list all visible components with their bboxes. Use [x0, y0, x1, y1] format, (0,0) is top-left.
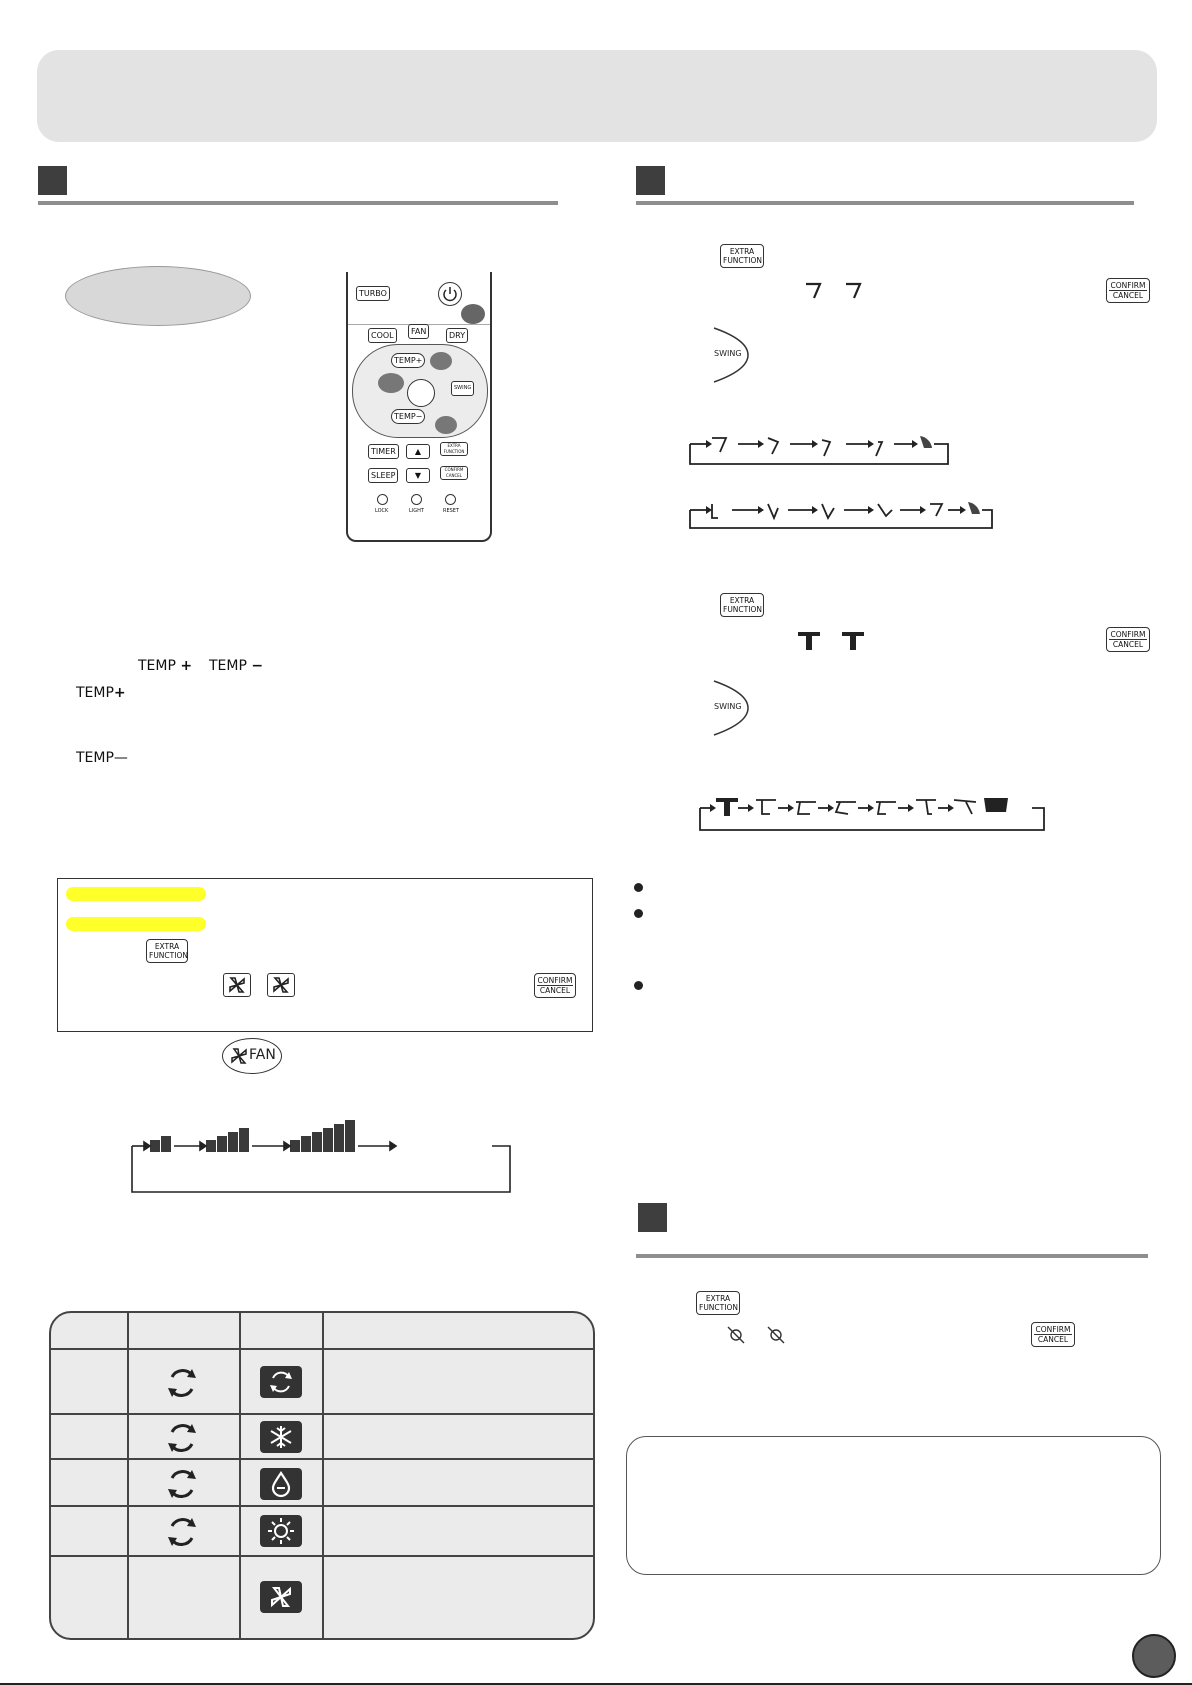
temp-plus-ref: TEMP + [138, 658, 193, 674]
cycle-arrows-icon [164, 1466, 200, 1502]
cycle-arrows-icon [164, 1420, 200, 1456]
fan-icon [223, 973, 251, 997]
vertical-swing-sequence-heat [686, 494, 996, 530]
lock-button[interactable] [377, 494, 388, 505]
note-box [626, 1436, 1161, 1575]
section-rule-right [636, 201, 1134, 205]
temp-plus-button[interactable]: TEMP+ [391, 353, 425, 368]
highlight-pill [66, 917, 206, 931]
swing-button[interactable]: SWING [451, 381, 474, 396]
extra-function-button-ref: EXTRA FUNCTION [720, 593, 764, 617]
confirm-cancel-button-ref: CONFIRM CANCEL [1031, 1322, 1075, 1347]
extra-function-button-ref: EXTRA FUNCTION [720, 244, 764, 268]
horizontal-swing-sequence [696, 794, 1048, 832]
section-marker-lower-right [638, 1203, 667, 1232]
section-rule-lower-right [636, 1254, 1148, 1258]
extra-function-button-ref: EXTRA FUNCTION [696, 1291, 740, 1315]
light-off-icon [724, 1323, 788, 1347]
page-number-badge [1132, 1634, 1176, 1678]
fan-button-ref: FAN [222, 1038, 282, 1074]
droplet-icon [260, 1468, 302, 1500]
direction-pad [352, 344, 488, 438]
horizontal-louver-icon [796, 628, 876, 654]
fan-icon [267, 973, 295, 997]
fan-icon [260, 1581, 302, 1613]
header-band [37, 50, 1157, 142]
timer-button[interactable]: TIMER [368, 444, 399, 459]
confirm-cancel-button[interactable]: CONFIRM CANCEL [440, 466, 468, 480]
temp-plus-item: TEMP+ [76, 685, 126, 701]
cycle-arrows-icon [164, 1514, 200, 1550]
temp-minus-button[interactable]: TEMP− [391, 409, 425, 424]
mode-bubble [65, 266, 251, 326]
section-rule-left [38, 201, 558, 205]
finger-pointer-icon [371, 365, 411, 399]
confirm-cancel-button-ref: CONFIRM CANCEL [1106, 278, 1150, 303]
swing-button-ref: SWING [712, 679, 750, 737]
temp-minus-ref: TEMP − [209, 658, 264, 674]
remote-control [346, 272, 492, 542]
vertical-swing-sequence-cool [686, 430, 952, 466]
snowflake-icon [260, 1421, 302, 1453]
finger-pointer-icon [423, 345, 459, 375]
dry-button[interactable]: DRY [446, 328, 468, 343]
up-button[interactable]: ▲ [406, 444, 430, 459]
sleep-button[interactable]: SLEEP [368, 468, 398, 483]
finger-pointer-icon [429, 411, 463, 439]
light-label: LIGHT [409, 508, 424, 514]
louver-position-icon [802, 278, 874, 304]
reset-button[interactable] [445, 494, 456, 505]
bullet [634, 909, 643, 918]
fan-button[interactable]: FAN [408, 324, 429, 339]
temp-minus-item: TEMP— [76, 750, 128, 766]
down-button[interactable]: ▼ [406, 468, 430, 483]
lock-label: LOCK [375, 508, 389, 514]
mode-table [49, 1311, 595, 1640]
bullet [634, 981, 643, 990]
section-marker-right [636, 166, 665, 195]
fan-center-button[interactable] [407, 379, 435, 407]
confirm-cancel-button-ref: CONFIRM CANCEL [534, 973, 576, 998]
fan-speed-cycle [128, 1118, 514, 1194]
fan-icon [229, 1046, 249, 1066]
cycle-arrows-icon [164, 1365, 200, 1401]
fan-note-box [57, 878, 593, 1032]
extra-function-button[interactable]: EXTRA FUNCTION [440, 442, 468, 456]
bullet [634, 883, 643, 892]
confirm-cancel-button-ref: CONFIRM CANCEL [1106, 627, 1150, 652]
highlight-pill [66, 887, 206, 901]
reset-label: RESET [443, 508, 460, 514]
extra-function-button-ref: EXTRA FUNCTION [146, 939, 188, 963]
finger-pointer-icon [453, 292, 493, 332]
turbo-button[interactable]: TURBO [356, 286, 390, 301]
light-button[interactable] [411, 494, 422, 505]
cool-button[interactable]: COOL [368, 328, 397, 343]
auto-mode-icon [260, 1366, 302, 1398]
section-marker-left [38, 166, 67, 195]
sun-icon [260, 1515, 302, 1547]
swing-button-ref: SWING [712, 326, 750, 384]
table-grid [51, 1313, 593, 1638]
